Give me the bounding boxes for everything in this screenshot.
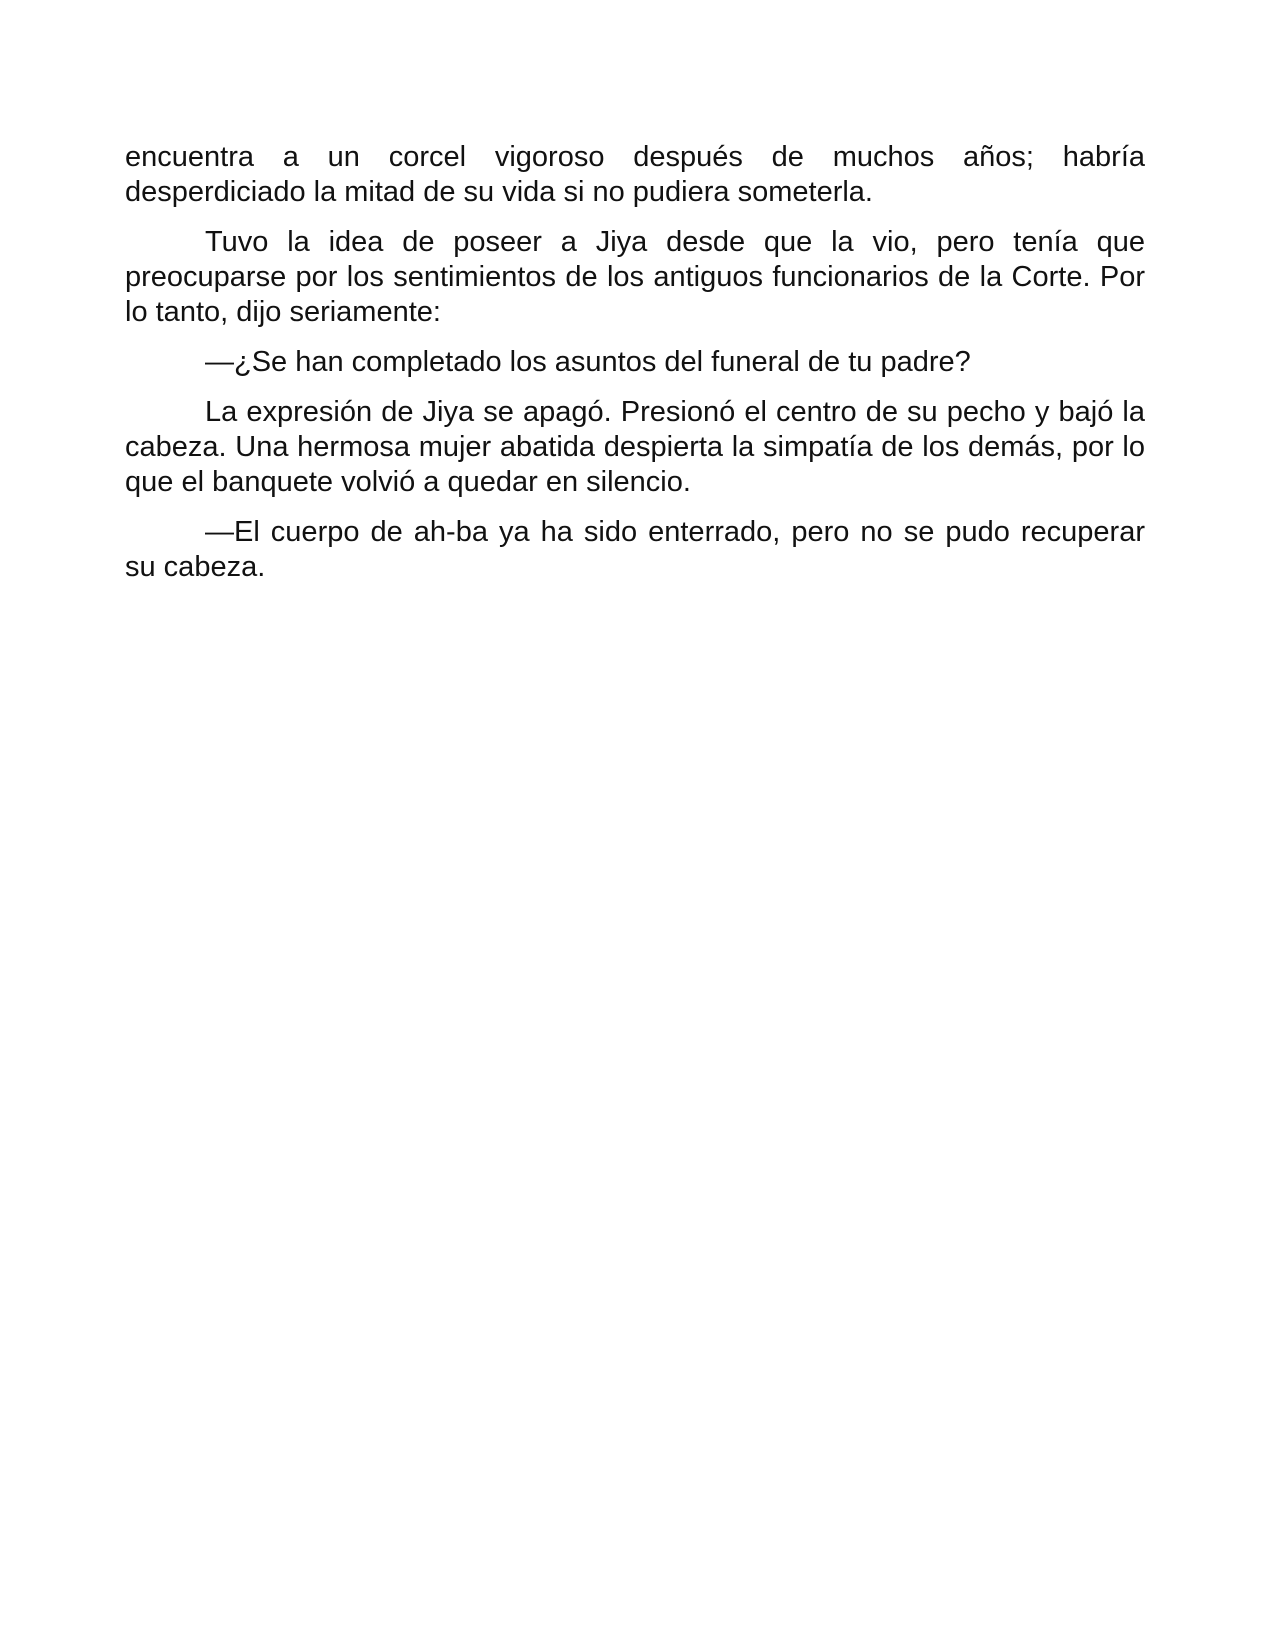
dialogue-line: —¿Se han completado los asuntos del funeral de tu padre? bbox=[205, 346, 971, 378]
dialogue-line: —El cuerpo de ah-ba ya ha sido enterrado, pero no se pudo recuperar su cabeza. bbox=[125, 516, 1145, 583]
paragraph: La expresión de Jiya se apagó. Presionó el centro de su pecho y bajó la cabeza. Una hermosa mujer abatida despierta la simpatía de los demás, por lo que el banquete volvió a quedar en silencio. bbox=[125, 396, 1145, 498]
paragraph: Tuvo la idea de poseer a Jiya desde que la vio, pero tenía que preocuparse por los sentimientos de los antiguos funcionarios de la Corte. Por lo tanto, dijo seriamente: bbox=[125, 226, 1145, 328]
paragraph-continuation: encuentra a un corcel vigoroso después de muchos años; habría desperdiciado la mitad de su vida si no pudiera someterla. bbox=[125, 141, 1145, 208]
body-text bbox=[125, 140, 1145, 600]
